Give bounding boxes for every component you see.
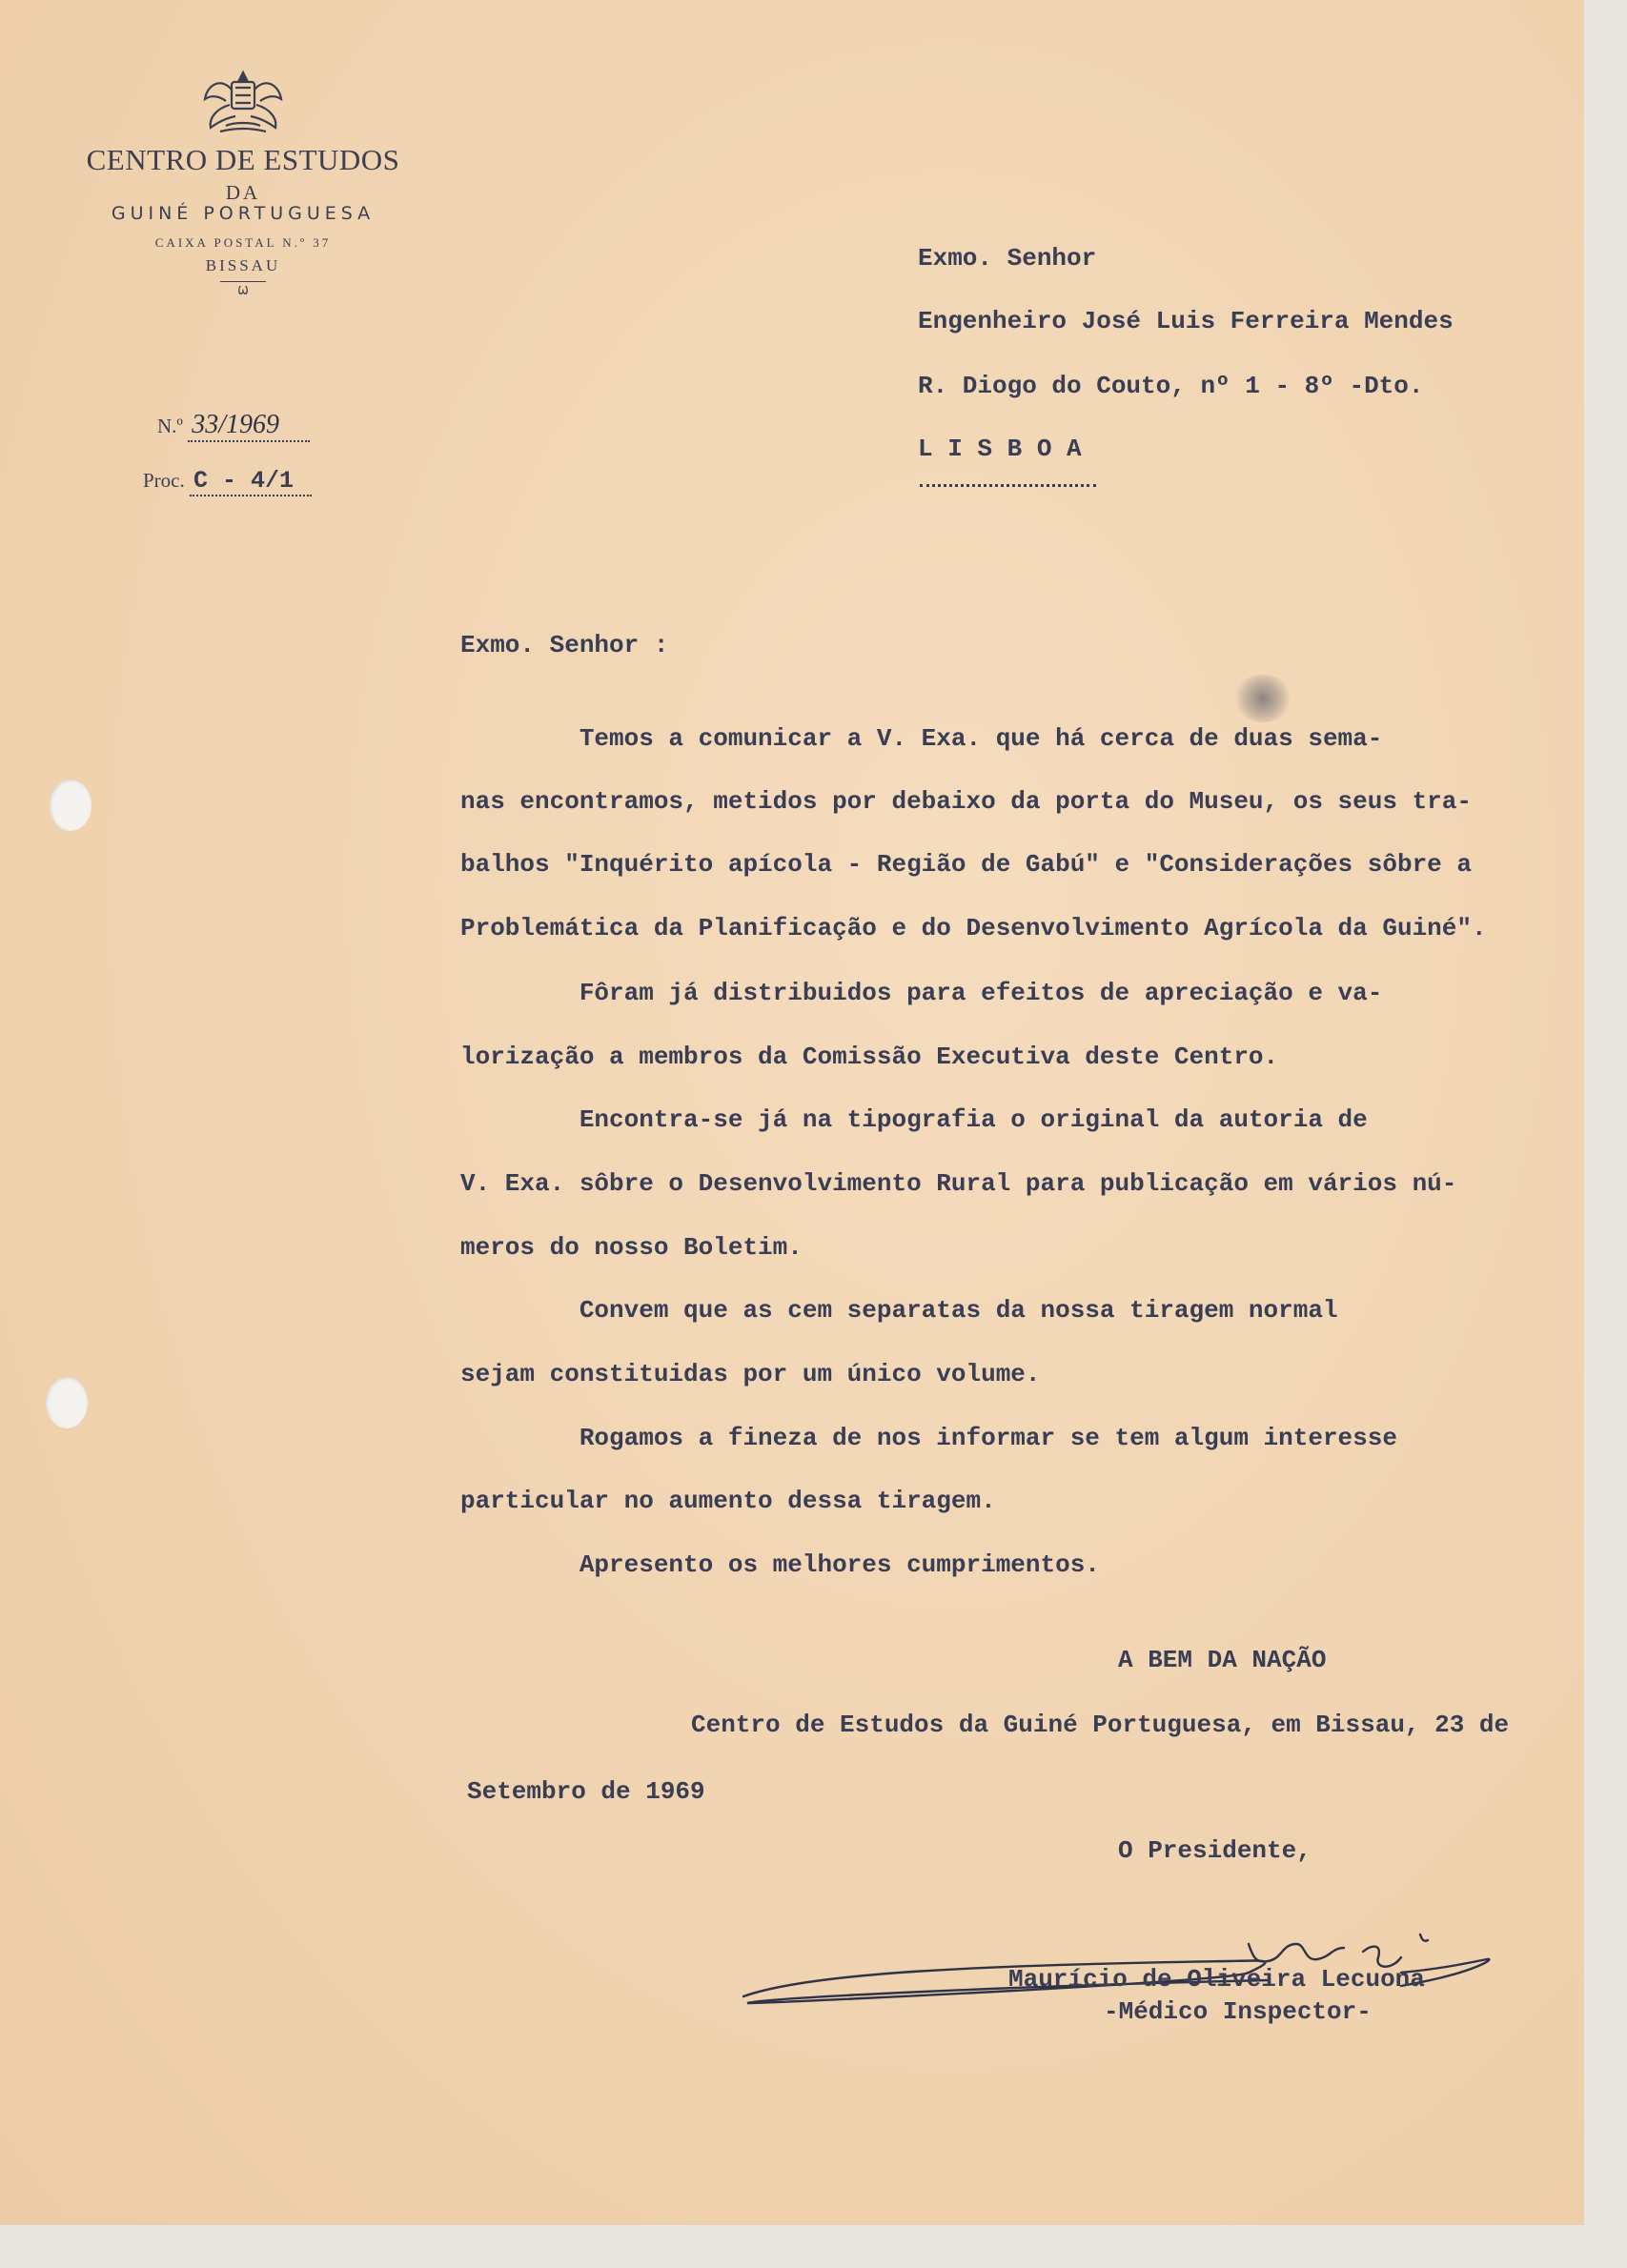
process-number-label: Proc. xyxy=(143,469,185,492)
body-line: Encontra-se já na tipografia o original da autoria de xyxy=(460,1105,1368,1134)
letterhead-mark: Ѡ xyxy=(237,284,249,297)
closing-date: Setembro de 1969 xyxy=(467,1777,705,1806)
letter-greeting: Exmo. Senhor : xyxy=(460,631,669,659)
coat-of-arms-icon xyxy=(197,67,289,135)
closing-motto: A BEM DA NAÇÃO xyxy=(1118,1646,1327,1674)
recipient-salutation: Exmo. Senhor xyxy=(918,244,1097,273)
recipient-city-underline xyxy=(920,482,1096,487)
closing-place-date: Centro de Estudos da Guiné Portuguesa, em Bissau, 23 de xyxy=(691,1711,1510,1739)
signer-name: Maurício de Oliveira Lecuona xyxy=(1008,1965,1425,1994)
body-line: Convem que as cem separatas da nossa tiragem normal xyxy=(460,1296,1338,1325)
body-line: sejam constituidas por um único volume. xyxy=(460,1360,1041,1388)
punch-hole-bottom xyxy=(46,1377,88,1428)
letterhead-da: DA xyxy=(225,181,261,204)
letterhead-divider xyxy=(220,281,266,282)
recipient-name: Engenheiro José Luis Ferreira Mendes xyxy=(918,307,1454,335)
reference-number xyxy=(157,410,310,442)
reference-number-value: 33/1969 xyxy=(188,410,310,442)
closing-role: O Presidente, xyxy=(1118,1836,1312,1865)
body-line: Problemática da Planificação e do Desenvolvimento Agrícola da Guiné". xyxy=(460,914,1487,942)
body-line: V. Exa. sôbre o Desenvolvimento Rural para publicação em vários nú- xyxy=(460,1169,1457,1198)
signer-title: -Médico Inspector- xyxy=(1104,1997,1372,2026)
punch-hole-top xyxy=(50,780,92,831)
body-line: particular no aumento dessa tiragem. xyxy=(460,1487,996,1515)
reference-number-label: N.º xyxy=(157,415,183,437)
letterhead-region: GUINÉ PORTUGUESA xyxy=(111,203,376,224)
recipient-city: L I S B O A xyxy=(918,435,1082,463)
body-line: Fôram já distribuidos para efeitos de apreciação e va- xyxy=(460,979,1383,1007)
recipient-street: R. Diogo do Couto, nº 1 - 8º -Dto. xyxy=(918,372,1424,400)
process-number xyxy=(143,467,312,496)
ink-smudge xyxy=(1234,675,1291,722)
body-line: lorização a membros da Comissão Executiva deste Centro. xyxy=(460,1043,1279,1071)
body-line: meros do nosso Boletim. xyxy=(460,1233,803,1262)
process-number-value: C - 4/1 xyxy=(190,467,312,496)
letterhead-postal-box: CAIXA POSTAL N.º 37 xyxy=(154,235,332,250)
body-line: Temos a comunicar a V. Exa. que há cerca de duas sema- xyxy=(460,724,1383,753)
letterhead-city: BISSAU xyxy=(205,256,281,274)
letterhead xyxy=(67,67,419,297)
body-line: Apresento os melhores cumprimentos. xyxy=(460,1550,1100,1579)
letterhead-organization: CENTRO DE ESTUDOS xyxy=(86,143,400,176)
body-line: balhos "Inquérito apícola - Região de Gabú" e "Considerações sôbre a xyxy=(460,850,1472,879)
body-line: Rogamos a fineza de nos informar se tem algum interesse xyxy=(460,1424,1397,1452)
body-line: nas encontramos, metidos por debaixo da porta do Museu, os seus tra- xyxy=(460,787,1472,816)
